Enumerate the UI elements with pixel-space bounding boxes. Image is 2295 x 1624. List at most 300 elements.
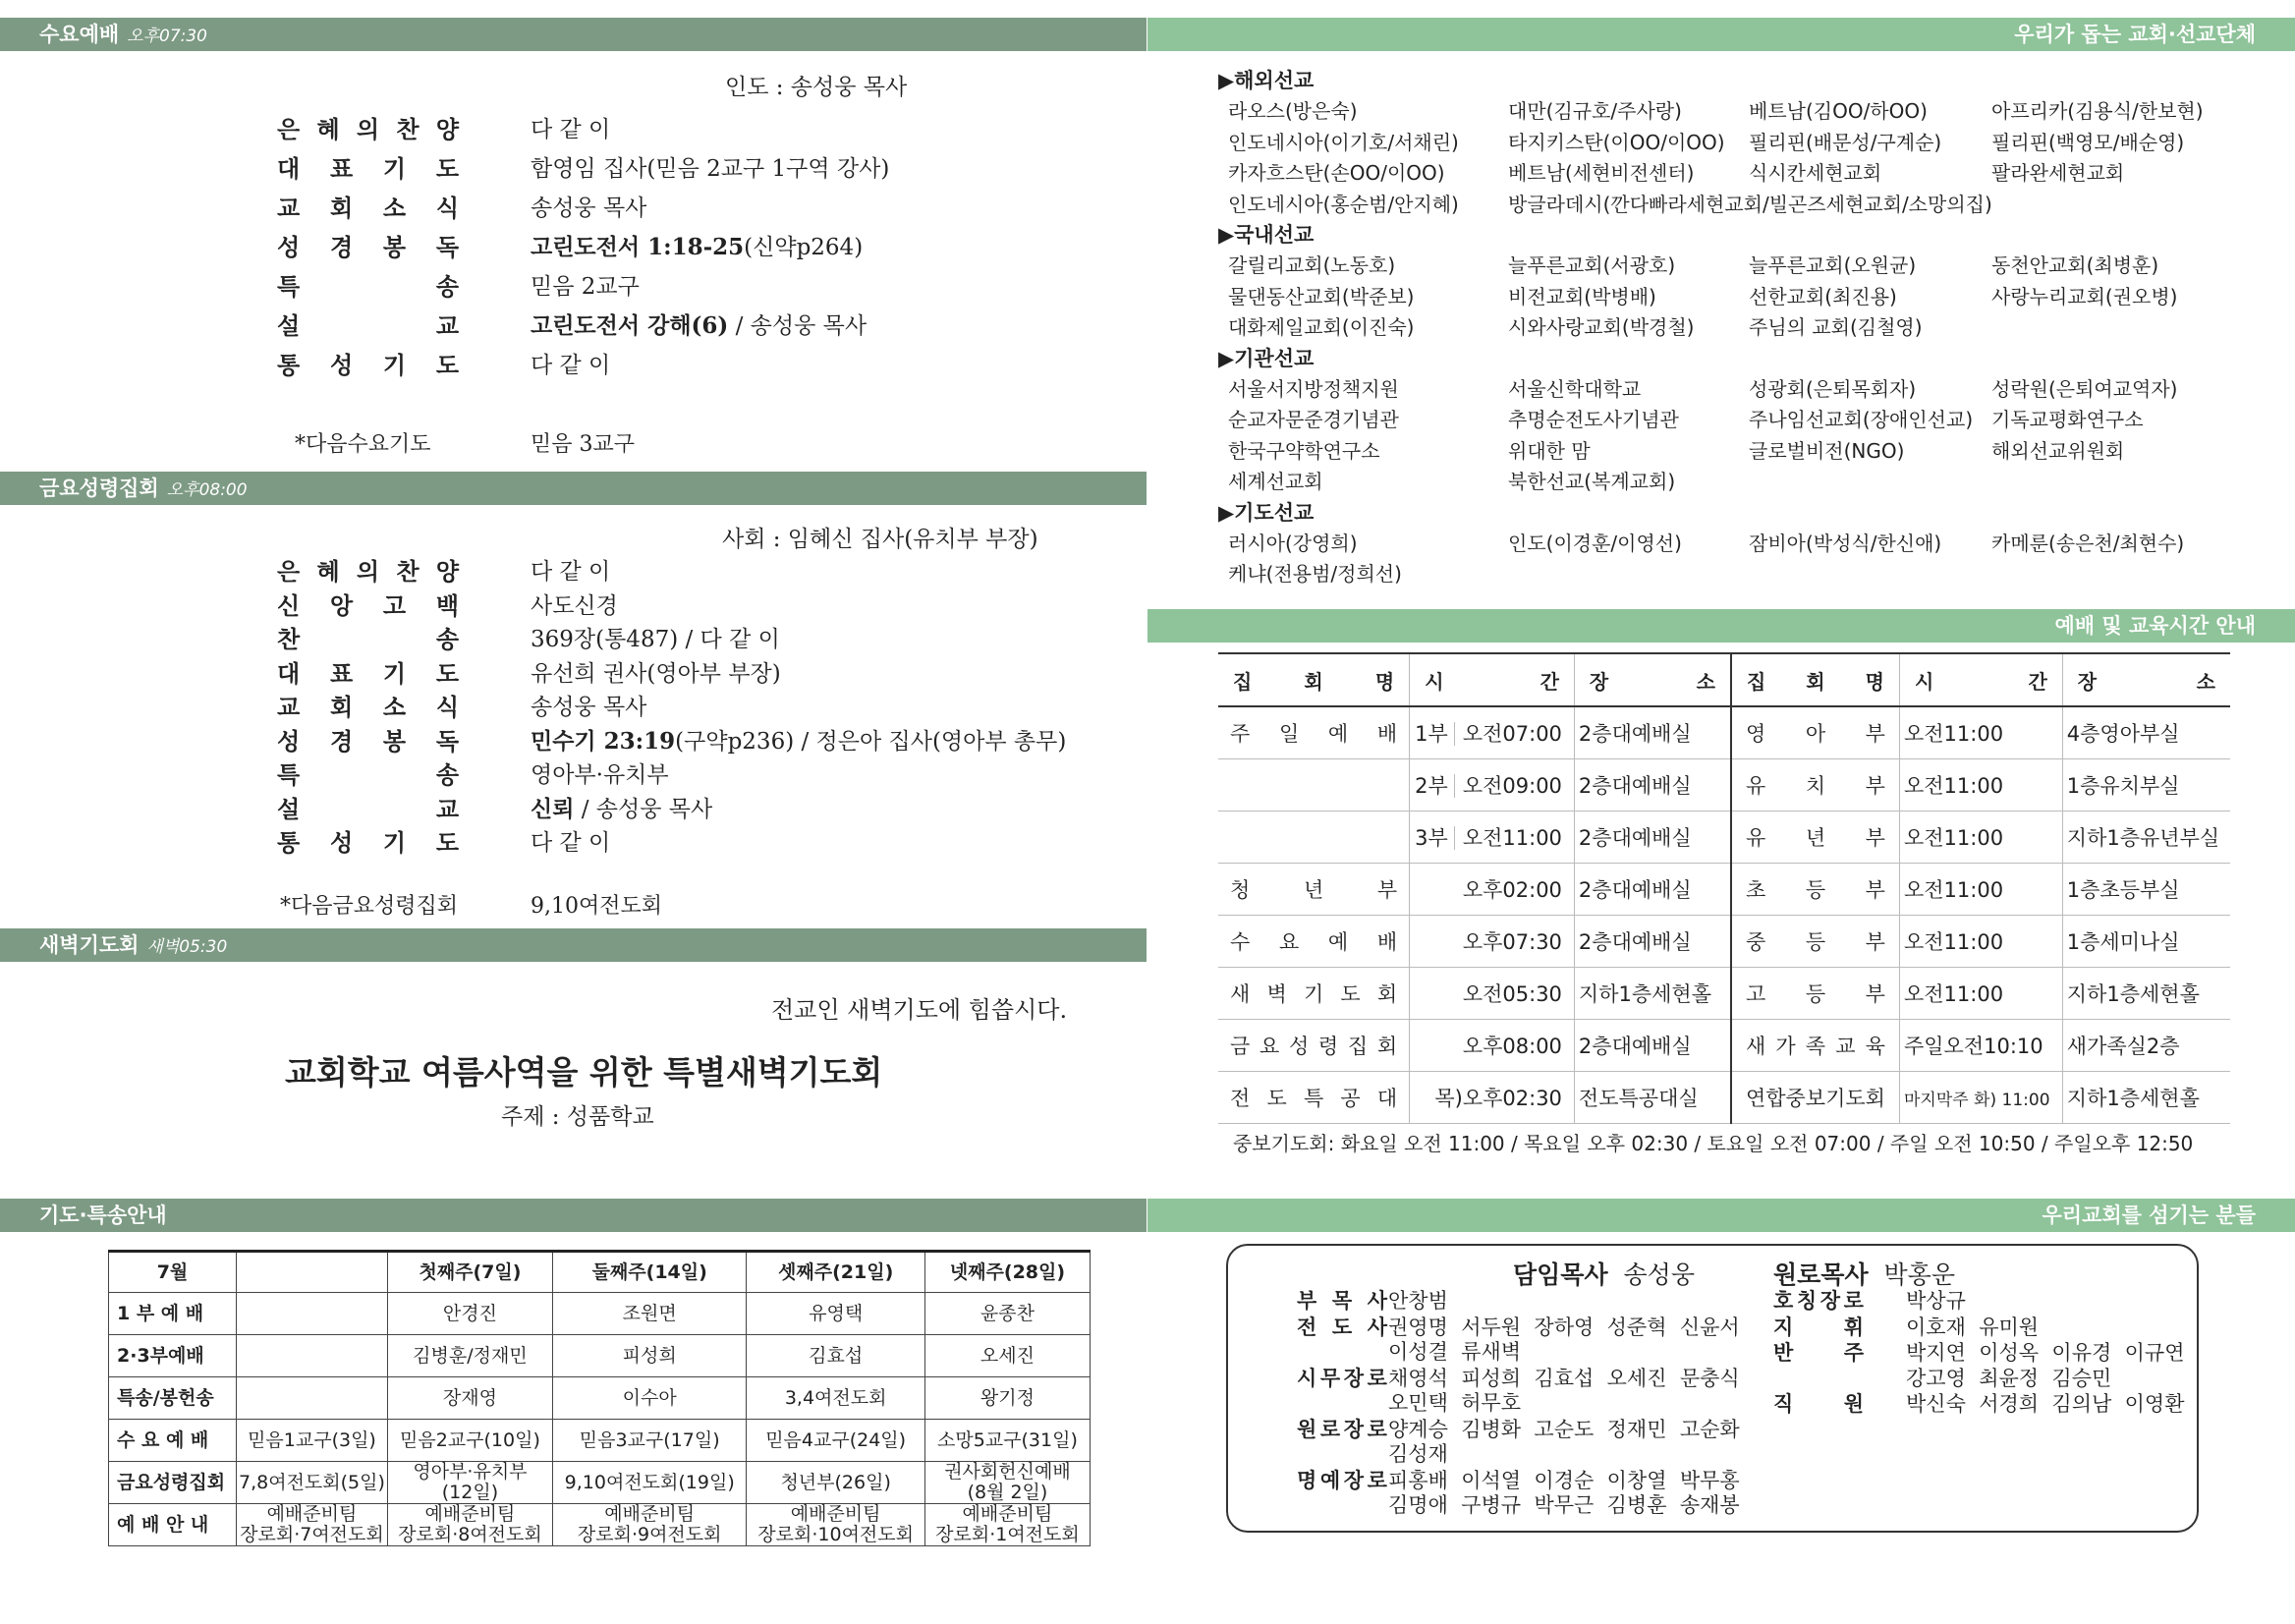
header-char: 명 [1865,669,1884,694]
prayer-cell [924,1335,1090,1377]
label-char: 식 [435,195,459,222]
name-char: 족 [1805,1035,1826,1058]
mission-item: 카메룬(송은천/최현수) [1991,531,2185,555]
schedule-time [1410,916,1575,968]
program-value: 송성웅 목사 [531,196,647,221]
name-text [1222,1031,1405,1060]
mission-item: 러시아(강영희) [1228,531,1358,555]
schedule-place: 전도특공대실 [1574,1072,1731,1124]
label-char: 소 [382,195,407,222]
role-char: 로 [1367,1468,1387,1492]
mission-title: 우리가 돕는 교회·선교단체 [2014,23,2256,46]
staff-names: 권영명 서두원 장하영 성준혁 신윤서 [1388,1315,1740,1339]
cell-line: (12일) [441,1482,499,1503]
label-char: 송 [435,626,459,653]
mission-item: 베트남(세현비전센터) [1508,161,1695,185]
name-char: 새 [1745,1035,1766,1058]
program-value: 사도신경 [531,592,618,619]
schedule-place: 2층대예배실 [1574,812,1731,864]
role-char: 사 [1367,1315,1387,1339]
schedule-row [1218,968,2230,1020]
schedule-time: 오전11:00 [1899,968,2062,1020]
cell-line: 윤종찬 [980,1302,1035,1324]
dawn-title: 새벽기도회 [39,933,140,957]
name-char: 부 [1865,930,1885,954]
staff-names: 박상규 [1906,1289,1966,1313]
mission-item: 위대한 맘 [1508,438,1591,463]
name-char: 대 [1376,1087,1398,1110]
schedule-name [1218,968,1410,1020]
cell-line: 예배준비팀 [266,1503,358,1525]
mission-item: 방글라데시(깐다빠라세현교회/빌곤즈세현교회/소망의집) [1508,192,1992,216]
schedule-time: 오전11:00 [1899,916,2062,968]
cell-line: 권사회헌신예배 [944,1461,1071,1483]
cell-line: 9,10여전도회(19일) [564,1471,735,1493]
header-text [2064,666,2229,695]
label-char: 봉 [382,727,407,756]
label-char: 고 [382,591,407,620]
prayer-cell [387,1462,552,1504]
staff-names: 피홍배 이석열 이경순 이창열 박무홍 [1388,1468,1740,1492]
prayer-cell [924,1420,1090,1462]
wed-title: 수요예배 [39,23,120,46]
label-char: 통 [277,829,301,857]
program-label [277,587,459,621]
staff-box [1226,1244,2199,1533]
role-char: 장 [1343,1417,1365,1441]
program-value: 다 같 이 [531,353,611,378]
header-char: 회 [1304,669,1323,694]
label-char: 교 [435,795,459,823]
prayer-row-label: 2·3부예배 [109,1335,237,1377]
name-char: 부 [1865,982,1885,1006]
staff-title: 우리교회를 섬기는 분들 [2042,1204,2256,1227]
time-value: 목)오후02:30 [1434,1087,1562,1110]
program-value [531,308,867,340]
role-char: 장 [1819,1289,1841,1313]
program-value [531,723,1066,756]
label-char: 독 [435,234,459,261]
mission-item: 물댄동산교회(박준보) [1228,284,1415,308]
prayer-cell [552,1420,746,1462]
schedule-name [1731,759,1900,812]
schedule-name [1218,759,1410,812]
wed-next-value: 믿음 3교구 [531,432,635,457]
schedule-name [1731,968,1900,1020]
schedule-row [1218,916,2230,968]
program-label [277,722,459,756]
time-value: 오전11:00 [1462,826,1562,850]
schedule-row [1218,1072,2230,1124]
schedule-name [1218,812,1410,864]
staff-names: 채영석 피성희 김효섭 오세진 문충식 [1388,1366,1740,1390]
prayer-cell [387,1335,552,1377]
program-value: 송성웅 목사 [531,695,647,720]
schedule-time: 오전11:00 [1899,706,2062,759]
prayer-row-label: 예 배 안 내 [109,1504,237,1546]
name-text [1736,926,1895,956]
emeritus-pastor-label: 원로목사 [1773,1260,1869,1289]
staff-role [1773,1312,1864,1341]
cell-line: 믿음1교구(3일) [248,1428,376,1451]
label-char: 신 [277,591,301,620]
schedule-place: 2층대예배실 [1574,706,1731,759]
mission-item: 사랑누리교회(권오병) [1991,284,2178,308]
label-char: 은 [277,116,301,143]
time-value: 오후02:00 [1462,878,1562,902]
name-text [1222,874,1405,904]
label-char: 교 [277,694,301,721]
mission-item: 라오스(방은숙) [1228,99,1358,123]
cell-line: 장로회·10여전도회 [757,1524,914,1545]
staff-role [1773,1337,1864,1367]
schedule-table [1218,652,2230,1124]
schedule-col-header [1731,653,1900,706]
schedule-time: 오전11:00 [1899,864,2062,916]
mission-item: 서울신학대학교 [1508,376,1642,401]
fri-header [0,472,1147,505]
name-char: 부 [1865,774,1885,798]
cell-line: 믿음4교구(24일) [765,1428,907,1451]
name-text [1736,718,1895,748]
prayer-cell [552,1462,746,1504]
program-value: 영아부·유치부 [531,762,669,788]
cell-line: 오세진 [980,1344,1035,1367]
cell-line: 믿음2교구(10일) [400,1428,540,1451]
role-char: 장 [1343,1366,1365,1390]
staff-names: 안창범 [1388,1289,1448,1313]
name-char: 특 [1303,1087,1324,1110]
schedule-row [1218,706,2230,759]
role-char: 호 [1773,1289,1794,1313]
schedule-place: 2층대예배실 [1574,1020,1731,1072]
schedule-title: 예배 및 교육시간 안내 [2054,614,2256,638]
program-value: 믿음 2교구 [531,274,640,300]
name-char: 가 [1775,1035,1796,1058]
value-rest: (구약p236) / 정은아 집사(영아부 총무) [675,728,1067,755]
label-char: 양 [435,116,459,143]
name-char: 연합중보기도회 [1745,1087,1885,1110]
value-rest: / 송성웅 목사 [728,313,868,339]
schedule-name [1218,1020,1410,1072]
header-text [1733,666,1898,695]
value-bold: 고린도전서 1:18-25 [531,234,745,260]
name-char: 아 [1805,722,1826,746]
label-char: 기 [382,829,407,857]
mission-item: 식시칸세현교회 [1749,161,1882,185]
cell-line: 왕기정 [980,1386,1035,1409]
value-bold: 민수기 23:19 [531,727,676,755]
mission-item: 추명순전도사기념관 [1508,408,1679,431]
service-part: 2부 [1415,774,1455,798]
cell-line: 장로회·1여전도회 [935,1524,1080,1545]
name-char: 등 [1805,930,1826,954]
value-rest: / 송성웅 목사 [574,796,713,822]
role-char: 예 [1319,1468,1341,1492]
header-char: 집 [1233,669,1253,694]
schedule-time [1410,706,1575,759]
name-char: 요 [1259,1035,1280,1058]
cell-line: 예배준비팀 [962,1503,1053,1525]
label-char: 의 [356,558,380,586]
fri-title: 금요성령집회 [39,476,159,500]
label-char: 양 [435,558,459,586]
header-char: 소 [2196,669,2215,694]
prayer-row [109,1335,1091,1377]
program-label [277,228,459,262]
prayer-cell [552,1335,746,1377]
schedule-time [1410,759,1575,812]
header-text [1411,666,1573,695]
header-char: 시 [1425,669,1444,694]
prayer-row-label: 수 요 예 배 [109,1420,237,1462]
program-value: 다 같 이 [531,830,611,856]
schedule-name [1218,916,1410,968]
mission-item: 인도네시아(홍순범/안지혜) [1228,192,1459,216]
prayer-row [109,1504,1091,1546]
dawn-theme: 주제 : 성품학교 [501,1104,654,1130]
label-char: 혜 [316,116,340,143]
staff-role [1773,1388,1864,1418]
fri-next-value: 9,10여전도회 [531,894,662,919]
prayer-cell [237,1293,388,1335]
schedule-name [1218,1072,1410,1124]
program-value: 함영임 집사(믿음 2교구 1구역 강사) [531,156,890,182]
program-label [277,552,459,587]
mission-item: 늘푸른교회(오원균) [1749,253,1917,277]
time-value: 오후07:30 [1462,930,1562,954]
mission-item: 잠비아(박성식/한신애) [1749,531,1942,555]
prayer-row-label: 특송/봉헌송 [109,1377,237,1420]
mission-item: 필리핀(배문성/구계순) [1749,130,1942,154]
service-part: 3부 [1415,826,1455,850]
schedule-name [1731,864,1900,916]
name-char: 새 [1230,982,1251,1006]
program-label [277,346,459,380]
label-char: 의 [356,116,380,143]
name-text [1222,1083,1405,1112]
label-char: 혜 [316,558,340,586]
staff-header [1148,1199,2295,1232]
prayer-col-header [237,1252,388,1293]
name-text [1736,979,1895,1008]
schedule-row [1218,864,2230,916]
label-char: 기 [382,352,407,379]
label-char: 찬 [396,116,420,143]
prayer-row [109,1462,1091,1504]
schedule-time [1410,864,1575,916]
prayer-cell [747,1377,924,1420]
name-char: 년 [1303,878,1324,902]
label-char: 소 [382,694,407,721]
label-char: 찬 [396,558,420,586]
role-char: 부 [1297,1289,1317,1313]
cell-line: 장재영 [442,1386,497,1409]
schedule-place: 지하1층유년부실 [2062,812,2230,864]
label-char: 교 [435,312,459,340]
mission-item: 한국구약학연구소 [1228,438,1380,463]
program-label [277,267,459,302]
dawn-message: 전교인 새벽기도에 힘씁시다. [771,996,1068,1024]
mission-item: 인도(이경훈/이영선) [1508,531,1682,555]
name-char: 영 [1745,722,1766,746]
label-char: 독 [435,727,459,756]
name-char: 고 [1745,982,1766,1006]
prayer-cell [747,1335,924,1377]
mission-category: ▶기도선교 [1218,500,1315,525]
name-char: 부 [1865,826,1885,850]
schedule-name [1731,916,1900,968]
label-char: 봉 [382,234,407,261]
mission-item: 성광회(은퇴목회자) [1749,376,1917,401]
prayer-cell [387,1420,552,1462]
label-char: 도 [435,659,459,688]
schedule-place: 지하1층세현홀 [1574,968,1731,1020]
fri-leader: 사회 : 임혜신 집사(유치부 부장) [722,527,1038,552]
cell-line: 믿음3교구(17일) [579,1428,720,1451]
name-text [1736,822,1895,852]
program-label [277,823,459,858]
time-value: 오후08:00 [1462,1035,1562,1058]
schedule-place: 2층대예배실 [1574,864,1731,916]
name-text [1736,1083,1895,1112]
role-char: 원 [1297,1417,1317,1441]
label-char: 특 [277,273,301,301]
header-char: 간 [2028,669,2047,694]
prayer-row-label: 금요성령집회 [109,1462,237,1504]
cell-line: 장로회·9여전도회 [577,1524,722,1545]
staff-names: 오민택 허무호 [1388,1391,1522,1415]
name-char: 령 [1317,1035,1339,1058]
mission-item: 케냐(전용범/정희선) [1228,562,1402,586]
name-char: 도 [1340,982,1361,1006]
name-char: 배 [1376,722,1398,746]
label-char: 송 [435,273,459,301]
role-char: 시 [1297,1366,1317,1390]
header-text [1576,666,1729,695]
prayer-cell [237,1377,388,1420]
mission-item: 주님의 교회(김철영) [1749,315,1923,339]
role-char: 로 [1843,1289,1864,1313]
mission-item: 동천안교회(최병훈) [1991,253,2159,277]
role-char: 원 [1843,1392,1864,1416]
dawn-headline: 교회학교 여름사역을 위한 특별새벽기도회 [285,1053,883,1092]
prayer-cell [552,1504,746,1546]
mission-item: 세계선교회 [1228,470,1323,493]
role-char: 휘 [1843,1315,1864,1339]
role-char: 직 [1773,1392,1794,1416]
schedule-header [1148,609,2295,643]
role-char: 명 [1297,1468,1317,1492]
dawn-time: 새벽05:30 [146,937,228,957]
staff-names: 이성결 류새벽 [1388,1340,1522,1364]
prayer-cell [237,1420,388,1462]
prayer-cell [387,1377,552,1420]
value-bold: 고린도전서 강해(6) [531,312,729,339]
prayer-title: 기도·특송안내 [39,1204,167,1227]
schedule-col-header [1218,653,1410,706]
label-char: 송 [435,761,459,789]
program-label [277,654,459,689]
schedule-name [1218,706,1410,759]
name-char: 배 [1376,930,1398,954]
name-char: 전 [1230,1087,1251,1110]
schedule-col-header [1574,653,1731,706]
label-char: 회 [329,195,354,222]
program-label [277,189,459,223]
schedule-col-header [2062,653,2230,706]
mission-item: 주나임선교회(장애인선교) [1749,408,1974,431]
mission-item: 성락원(은퇴여교역자) [1991,376,2178,401]
schedule-time [1410,1020,1575,1072]
prayer-row [109,1293,1091,1335]
schedule-row [1218,1020,2230,1072]
label-char: 표 [329,155,354,183]
schedule-time [1410,812,1575,864]
prayer-col-header: 둘째주(14일) [552,1252,746,1293]
label-char: 경 [329,727,354,756]
name-char: 예 [1327,930,1349,954]
header-char: 회 [1806,669,1825,694]
prayer-cell [747,1504,924,1546]
prayer-cell [237,1462,388,1504]
prayer-col-header: 첫째주(7일) [387,1252,552,1293]
time-value: 오전07:00 [1462,722,1562,746]
mission-item: 비전교회(박병배) [1508,284,1656,308]
mission-item: 서울서지방정책지원 [1228,376,1399,401]
schedule-place: 2층대예배실 [1574,916,1731,968]
cell-line: 조원면 [622,1302,677,1324]
senior-pastor-name: 송성웅 [1623,1260,1695,1289]
service-part: 1부 [1415,722,1455,746]
mission-item: 글로벌비전(NGO) [1749,438,1905,463]
prayer-row [109,1377,1091,1420]
prayer-cell [747,1293,924,1335]
name-char: 중 [1745,930,1766,954]
program-label [277,307,459,341]
name-char: 유 [1745,774,1766,798]
label-char: 기 [382,659,407,688]
staff-names: 강고영 최윤정 김승민 [1906,1366,2112,1390]
label-char: 설 [277,795,301,823]
cell-line: 피성희 [622,1344,677,1367]
name-char: 치 [1805,774,1826,798]
cell-line: 유영택 [809,1302,864,1324]
mission-item: 대화제일교회(이진숙) [1228,315,1415,339]
name-char: 금 [1230,1035,1251,1058]
staff-role [1773,1285,1864,1315]
schedule-time: 오전11:00 [1899,812,2062,864]
role-char: 목 [1331,1289,1353,1313]
staff-role [1297,1312,1387,1341]
label-char: 성 [277,234,301,261]
label-char: 설 [277,312,301,340]
schedule-time [1410,1072,1575,1124]
staff-names: 박신숙 서경희 김의남 이영환 [1906,1392,2185,1416]
cell-line: 영아부·유치부 [413,1461,528,1483]
program-value: 다 같 이 [531,117,611,142]
label-char: 교 [277,195,301,222]
role-char: 로 [1367,1417,1387,1441]
staff-names: 김성재 [1388,1442,1448,1466]
schedule-time: 오전11:00 [1899,759,2062,812]
schedule-place: 지하1층세현홀 [2062,1072,2230,1124]
prayer-col-header: 넷째주(28일) [924,1252,1090,1293]
staff-names: 이호재 유미원 [1906,1315,2040,1339]
schedule-place: 1층초등부실 [2062,864,2230,916]
mission-item: 갈릴리교회(노동호) [1228,253,1396,277]
prayer-cell [552,1377,746,1420]
